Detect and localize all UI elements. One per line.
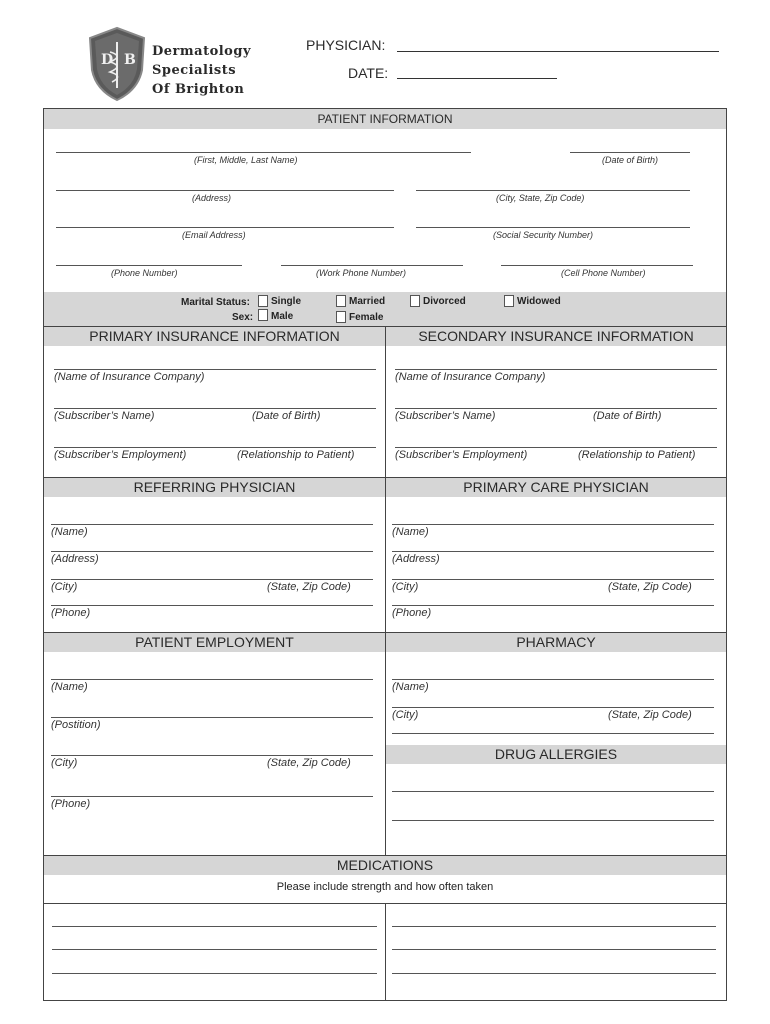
medication-line[interactable] [392,949,716,950]
primary-employment-field[interactable] [54,447,376,448]
referring-city-caption: (City) [51,581,78,593]
referring-phone-field[interactable] [51,605,373,606]
referring-phone-caption: (Phone) [51,607,91,619]
medication-line[interactable] [52,949,377,950]
pcp-phone-caption: (Phone) [392,607,432,619]
date-label: DATE: [348,65,389,81]
email-caption: (Email Address) [182,230,246,240]
referring-state-caption: (State, Zip Code) [267,581,351,593]
pharmacy-state-caption: (State, Zip Code) [608,709,692,721]
employer-state-caption: (State, Zip Code) [267,757,351,769]
female-label: Female [349,312,384,323]
employer-city-field[interactable] [51,755,373,756]
primary-subscriber-field[interactable] [54,408,376,409]
address-field[interactable] [56,190,394,191]
married-checkbox[interactable] [336,295,346,307]
secondary-company-caption: (Name of Insurance Company) [395,371,546,383]
primary-employment-caption: (Subscriber’s Employment) [54,449,187,461]
referring-city-field[interactable] [51,579,373,580]
ssn-field[interactable] [416,227,690,228]
logo-line-3: Of Brighton [152,82,245,97]
medication-line[interactable] [52,973,377,974]
pharmacy-header: PHARMACY [386,633,726,652]
secondary-employment-caption: (Subscriber’s Employment) [395,449,528,461]
divorced-label: Divorced [423,296,466,307]
pharmacy-city-field[interactable] [392,707,714,708]
email-field[interactable] [56,227,394,228]
single-label: Single [271,296,302,307]
medications-instructions: Please include strength and how often taken [276,881,494,893]
widowed-label: Widowed [517,296,561,307]
work-phone-field[interactable] [281,265,463,266]
primary-relationship-caption: (Relationship to Patient) [237,449,355,461]
medications-header: MEDICATIONS [44,856,726,875]
medication-line[interactable] [392,973,716,974]
logo-line-1: Dermatology [152,44,252,59]
primary-subscriber-caption: (Subscriber’s Name) [54,410,155,422]
ssn-caption: (Social Security Number) [493,230,594,240]
medication-line[interactable] [392,926,716,927]
physician-label: PHYSICIAN: [306,37,386,53]
logo-monogram-b: B [124,52,136,68]
employer-city-caption: (City) [51,757,78,769]
allergy-line-1[interactable] [392,791,714,792]
primary-company-field[interactable] [54,369,376,370]
practice-logo [86,26,286,104]
male-checkbox[interactable] [258,309,268,321]
pharmacy-extra-field[interactable] [392,733,714,734]
employer-position-caption: (Postition) [51,719,101,731]
phone-field[interactable] [56,265,242,266]
primary-dob-caption: (Date of Birth) [252,410,321,422]
cell-phone-field[interactable] [501,265,693,266]
pcp-state-caption: (State, Zip Code) [608,581,692,593]
employer-phone-field[interactable] [51,796,373,797]
pcp-phone-field[interactable] [392,605,714,606]
city-state-zip-caption: (City, State, Zip Code) [496,193,585,203]
city-state-zip-field[interactable] [416,190,690,191]
married-label: Married [349,296,386,307]
pcp-name-field[interactable] [392,524,714,525]
medication-line[interactable] [52,926,377,927]
single-checkbox[interactable] [258,295,268,307]
secondary-employment-field[interactable] [395,447,717,448]
logo-line-2: Specialists [152,63,237,78]
employer-phone-caption: (Phone) [51,798,91,810]
column-divider [385,326,386,855]
pcp-city-field[interactable] [392,579,714,580]
dob-field[interactable] [570,152,690,153]
medications-column-divider [385,904,386,1001]
secondary-subscriber-caption: (Subscriber’s Name) [395,410,496,422]
pharmacy-name-field[interactable] [392,679,714,680]
pharmacy-name-caption: (Name) [392,681,429,693]
primary-insurance-header: PRIMARY INSURANCE INFORMATION [44,327,385,346]
marital-status-label: Marital Status: [181,297,250,308]
shield-logo-icon [86,26,148,102]
full-name-field[interactable] [56,152,471,153]
patient-info-header: PATIENT INFORMATION [44,109,726,129]
referring-name-field[interactable] [51,524,373,525]
primary-care-header: PRIMARY CARE PHYSICIAN [386,478,726,497]
employer-name-caption: (Name) [51,681,88,693]
pcp-address-caption: (Address) [392,553,440,565]
secondary-subscriber-field[interactable] [395,408,717,409]
referring-address-caption: (Address) [51,553,99,565]
female-checkbox[interactable] [336,311,346,323]
pharmacy-city-caption: (City) [392,709,419,721]
physician-field[interactable] [397,51,719,52]
primary-company-caption: (Name of Insurance Company) [54,371,205,383]
employer-position-field[interactable] [51,717,373,718]
full-name-caption: (First, Middle, Last Name) [194,155,298,165]
secondary-relationship-caption: (Relationship to Patient) [578,449,696,461]
pcp-name-caption: (Name) [392,526,429,538]
dob-caption: (Date of Birth) [602,155,659,165]
referring-header: REFERRING PHYSICIAN [44,478,385,497]
logo-monogram-d: D [101,52,114,68]
pcp-address-field[interactable] [392,551,714,552]
date-field[interactable] [397,78,557,79]
secondary-insurance-header: SECONDARY INSURANCE INFORMATION [386,327,726,346]
referring-address-field[interactable] [51,551,373,552]
divorced-checkbox[interactable] [410,295,420,307]
referring-name-caption: (Name) [51,526,88,538]
male-label: Male [271,311,294,322]
employer-name-field[interactable] [51,679,373,680]
phone-caption: (Phone Number) [111,268,178,278]
drug-allergies-header: DRUG ALLERGIES [386,745,726,764]
widowed-checkbox[interactable] [504,295,514,307]
employment-header: PATIENT EMPLOYMENT [44,633,385,652]
cell-phone-caption: (Cell Phone Number) [561,268,646,278]
secondary-company-field[interactable] [395,369,717,370]
allergy-line-2[interactable] [392,820,714,821]
logo-wordmark [152,42,251,99]
patient-form [43,108,727,1001]
work-phone-caption: (Work Phone Number) [316,268,407,278]
secondary-dob-caption: (Date of Birth) [593,410,662,422]
pcp-city-caption: (City) [392,581,419,593]
address-caption: (Address) [192,193,232,203]
sex-label: Sex: [232,312,254,323]
